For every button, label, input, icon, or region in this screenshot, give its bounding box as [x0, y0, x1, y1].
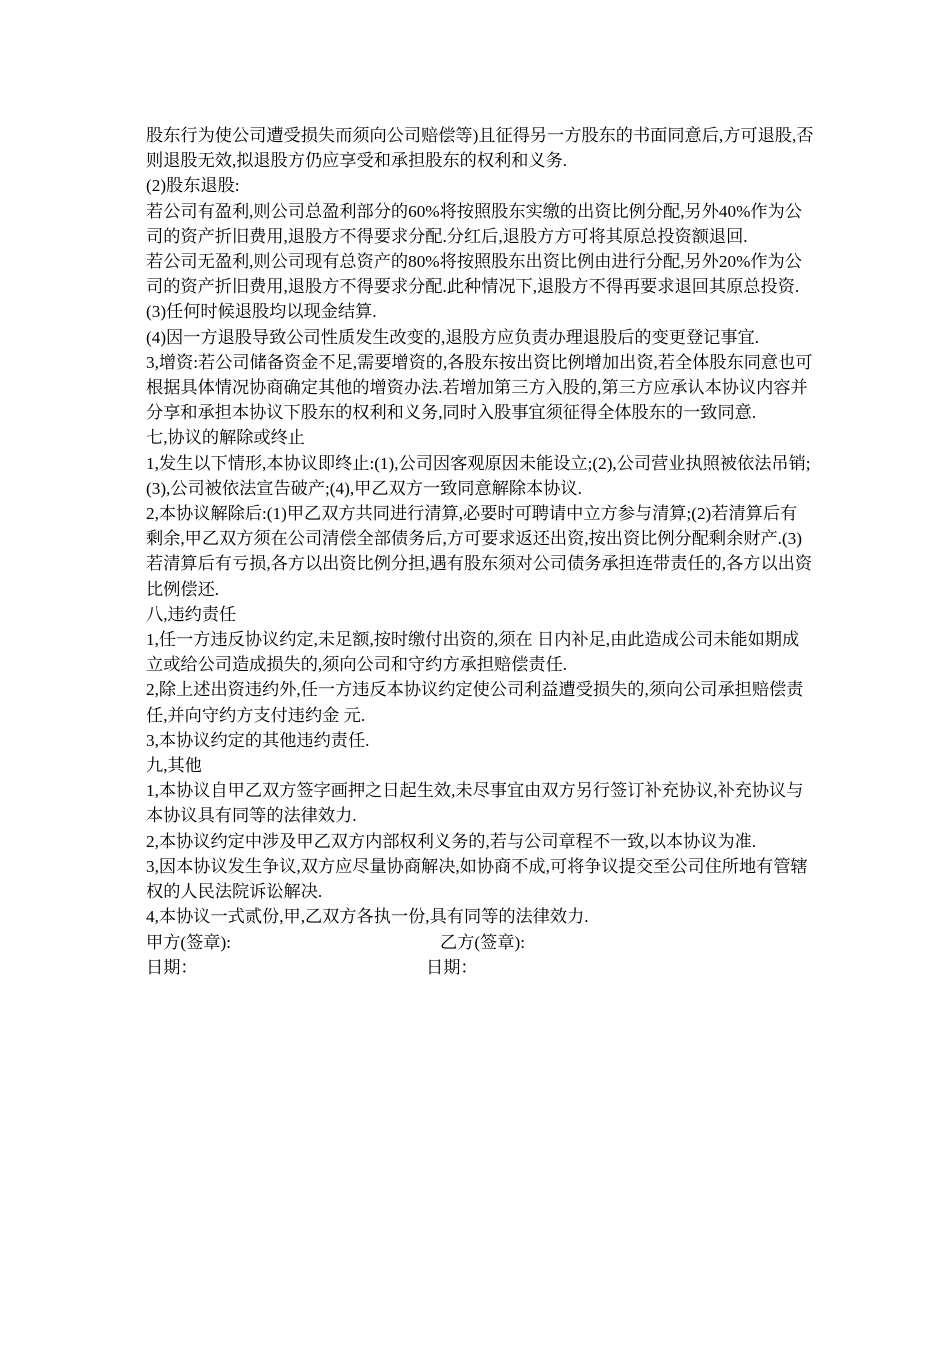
paragraph: 1,任一方违反协议约定,未足额,按时缴付出资的,须在 日内补足,由此造成公司未能如期成立或给公司造成损失的,须向公司和守约方承担赔偿责任.: [146, 630, 800, 675]
paragraph: (4)因一方退股导致公司性质发生改变的,退股方应负责办理退股后的变更登记事宜.: [146, 327, 760, 347]
paragraph: (2)股东退股:: [146, 176, 240, 196]
paragraph: 2,本协议约定中涉及甲乙双方内部权利义务的,若与公司章程不一致,以本协议为准.: [146, 831, 757, 851]
section-heading: 八,违约责任: [146, 604, 237, 624]
paragraph: 3,本协议约定的其他违约责任.: [146, 730, 370, 750]
paragraph: 2,本协议解除后:(1)甲乙双方共同进行清算,必要时可聘请中立方参与清算;(2)若清算后有剩余,甲乙双方须在公司清偿全部债务后,方可要求返还出资,按出资比例分配剩余财产.(3)若清算后有亏损,各方以出资比例分担,遇有股东须对公司债务承担连带责任的,各方以出资比例偿还.: [146, 504, 813, 599]
paragraph: 4,本协议一式贰份,甲,乙双方各执一份,具有同等的法律效力.: [146, 907, 589, 927]
party-b-signature-label: 乙方(签章):: [440, 932, 525, 952]
paragraph: 股东行为使公司遭受损失而须向公司赔偿等)且征得另一方股东的书面同意后,方可退股,否则退股无效,拟退股方仍应享受和承担股东的权利和义务.: [146, 126, 814, 171]
paragraph: 3,因本协议发生争议,双方应尽量协商解决,如协商不成,可将争议提交至公司住所地有管辖权的人民法院诉讼解决.: [146, 856, 808, 902]
paragraph: 若公司有盈利,则公司总盈利部分的60%将按照股东实缴的出资比例分配,另外40%作为公司的资产折旧费用,退股方不得要求分配.分红后,退股方方可将其原总投资额退回.: [146, 201, 802, 246]
section-heading: 七,协议的解除或终止: [146, 428, 305, 448]
section-heading: 九,其他: [146, 756, 202, 776]
paragraph: (3)任何时候退股均以现金结算.: [146, 302, 377, 322]
party-b-date-label: 日期：: [426, 957, 478, 977]
paragraph: 1,发生以下情形,本协议即终止:(1),公司因客观原因未能设立;(2),公司营业执照被依法吊销;(3),公司被依法宣告破产;(4),甲乙双方一致同意解除本协议.: [146, 453, 811, 498]
paragraph: 1,本协议自甲乙双方签字画押之日起生效,未尽事宜由双方另行签订补充协议,补充协议与本协议具有同等的法律效力.: [146, 781, 804, 826]
paragraph: 2,除上述出资违约外,任一方违反本协议约定使公司利益遭受损失的,须向公司承担赔偿责任,并向守约方支付违约金 元.: [146, 680, 804, 725]
party-a-date-label: 日期：: [146, 957, 198, 977]
paragraph: 3,增资:若公司储备资金不足,需要增资的,各股东按出资比例增加出资,若全体股东同意也可根据具体情况协商确定其他的增资办法.若增加第三方入股的,第三方应承认本协议内容并分享和承担本协议下股东的权利和义务,同时入股事宜须征得全体股东的一致同意.: [146, 352, 813, 423]
document-body: [146, 123, 814, 980]
paragraph: 若公司无盈利,则公司现有总资产的80%将按照股东出资比例由进行分配,另外20%作为公司的资产折旧费用,退股方不得要求分配.此种情况下,退股方不得再要求退回其原总投资.: [146, 252, 802, 297]
signature-row: [146, 930, 814, 955]
party-a-signature-label: 甲方(签章):: [146, 932, 231, 952]
date-row: [146, 955, 814, 980]
